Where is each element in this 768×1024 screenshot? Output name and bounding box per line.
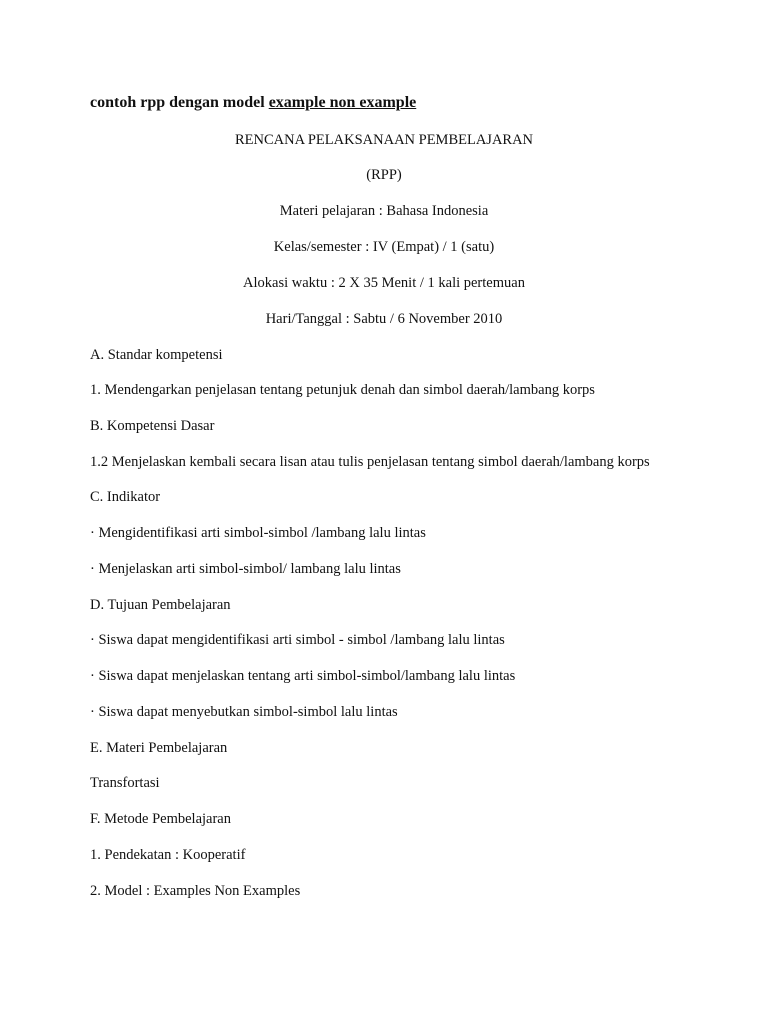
section-d-item: · Siswa dapat menjelaskan tentang arti simbol-simbol/lambang lalu lintas [90,668,516,684]
subject-line: Materi pelajaran : Bahasa Indonesia [279,203,489,219]
heading-underlined: example non example [268,94,417,111]
section-d-item: · Siswa dapat mengidentifikasi arti simbol - simbol /lambang lalu lintas [90,632,505,648]
document-heading [90,94,416,112]
section-b-title: B. Kompetensi Dasar [90,418,215,434]
section-b-item: 1.2 Menjelaskan kembali secara lisan atau tulis penjelasan tentang simbol daerah/lambang korps [90,454,650,470]
section-c-item: · Mengidentifikasi arti simbol-simbol /lambang lalu lintas [90,525,426,541]
section-e-item: Transfortasi [90,775,160,791]
document-title: RENCANA PELAKSANAAN PEMBELAJARAN [234,132,534,148]
section-f-title: F. Metode Pembelajaran [90,811,231,827]
section-c-title: C. Indikator [90,489,161,505]
section-f-item: 1. Pendekatan : Kooperatif [90,847,246,863]
section-e-title: E. Materi Pembelajaran [90,740,228,756]
document-title-abbr: (RPP) [366,167,402,183]
heading-prefix: contoh rpp dengan model [90,94,269,111]
section-d-item: · Siswa dapat menyebutkan simbol-simbol lalu lintas [90,704,398,720]
section-a-item: 1. Mendengarkan penjelasan tentang petunjuk denah dan simbol daerah/lambang korps [90,382,595,398]
class-line: Kelas/semester : IV (Empat) / 1 (satu) [273,239,495,255]
section-c-item: · Menjelaskan arti simbol-simbol/ lambang lalu lintas [90,561,401,577]
date-line: Hari/Tanggal : Sabtu / 6 November 2010 [265,311,503,327]
section-f-item: 2. Model : Examples Non Examples [90,883,301,899]
section-d-title: D. Tujuan Pembelajaran [90,597,231,613]
time-allocation-line: Alokasi waktu : 2 X 35 Menit / 1 kali pertemuan [243,275,525,291]
section-a-title: A. Standar kompetensi [90,347,223,363]
